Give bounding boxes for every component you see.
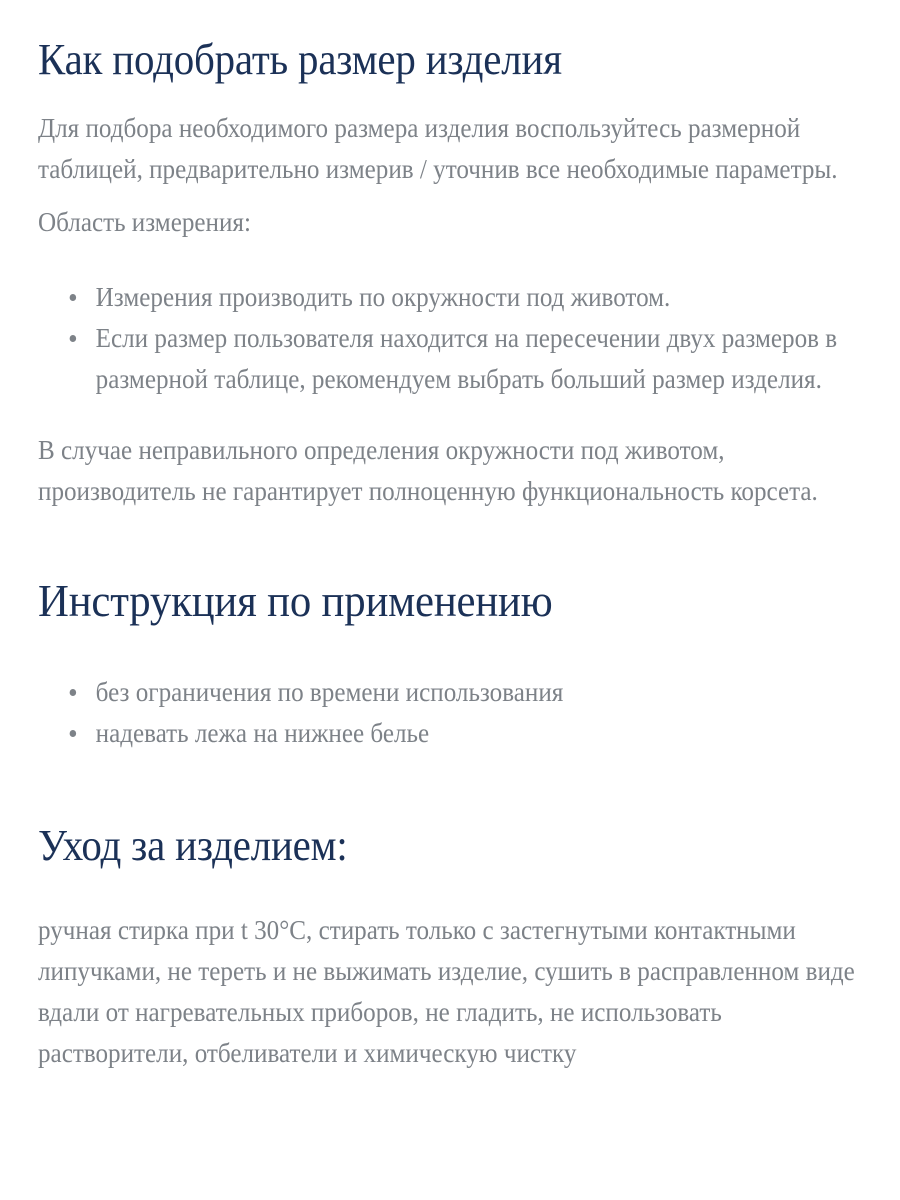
list-item-text: Если размер пользователя находится на пересечении двух размеров в размерной таблице, рекомендуем выбрать больший размер изделия. — [95, 323, 838, 394]
list-item — [38, 672, 877, 713]
bullet-icon — [70, 294, 77, 301]
measurement-area-label: Область измерения: — [38, 207, 251, 237]
bullet-icon — [70, 730, 77, 737]
size-section — [38, 34, 860, 512]
list-item — [38, 713, 877, 754]
bullet-icon — [70, 689, 77, 696]
care-text: ручная стирка при t 30°C, стирать только с застегнутыми контактными липучками, не тереть и не выжимать изделие, сушить в расправленном виде вдали от нагревательных приборов, не гладить, не использовать растворители, отбеливатели и химическую чистку — [38, 915, 855, 1068]
size-warning-text: В случае неправильного определения окружности под животом, производитель не гарантирует полноценную функциональность корсета. — [38, 435, 818, 506]
size-section-intro: Для подбора необходимого размера изделия воспользуйтесь размерной таблицей, предварительно измерив / уточнив все необходимые параметры. — [38, 113, 838, 184]
size-section-title: Как подобрать размер изделия — [38, 35, 562, 84]
list-item — [38, 277, 877, 318]
list-item-text: без ограничения по времени использования — [95, 677, 564, 707]
bullet-icon — [70, 335, 77, 342]
list-item-text: Измерения производить по окружности под животом. — [95, 282, 671, 312]
list-item-text: надевать лежа на нижнее белье — [95, 718, 430, 748]
care-title: Уход за изделием: — [38, 821, 348, 870]
list-item — [38, 318, 877, 400]
instructions-list — [38, 672, 860, 754]
instructions-title: Инструкция по применению — [38, 575, 553, 626]
measurement-list — [38, 277, 860, 400]
care-section — [38, 820, 860, 1074]
instructions-section — [38, 574, 860, 754]
